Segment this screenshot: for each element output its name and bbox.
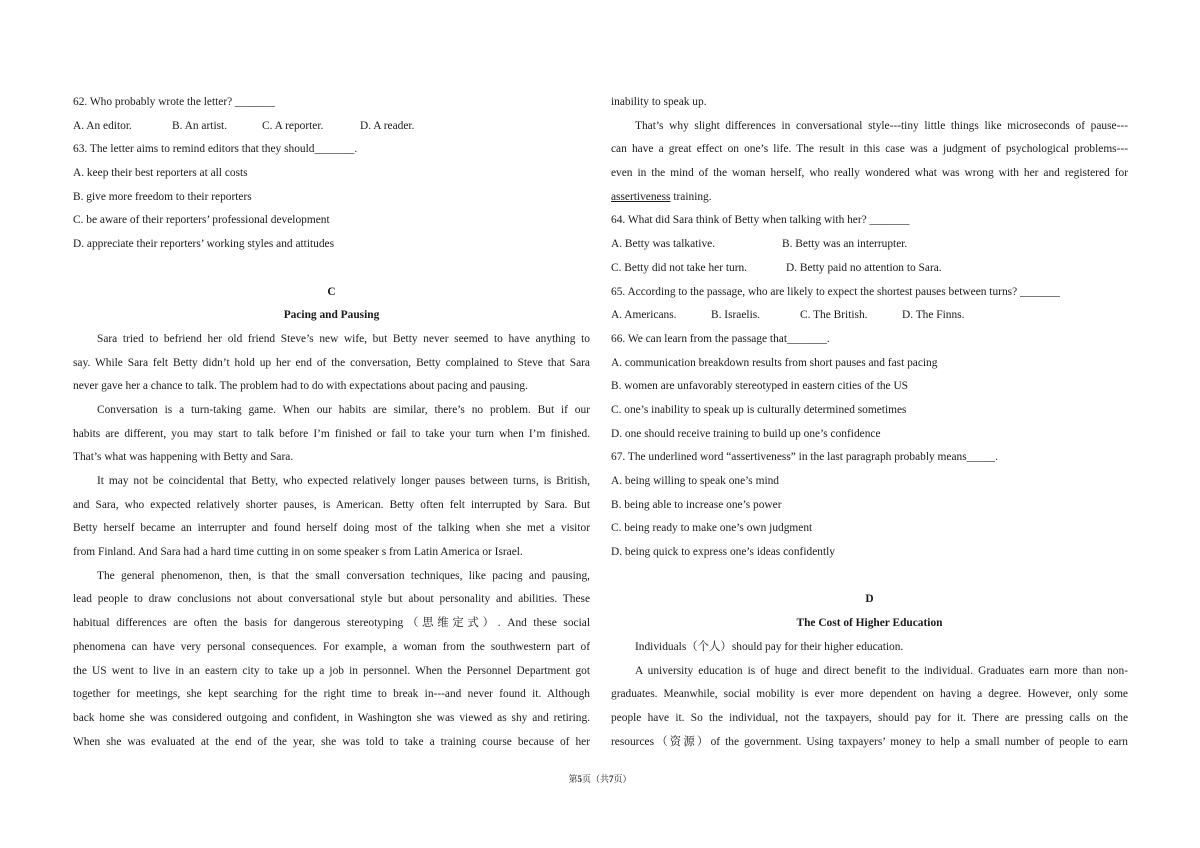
question-66-option-a: A. communication breakdown results from short pauses and fast pacing <box>611 356 938 369</box>
option-c: C. Betty did not take her turn. <box>611 261 748 274</box>
question-63-option-c: C. be aware of their reporters’ professional development <box>73 214 330 227</box>
question-63-option-a: A. keep their best reporters at all costs <box>73 167 248 180</box>
left-column <box>73 91 590 754</box>
question-66-option-c: C. one’s inability to speak up is culturally determined sometimes <box>611 403 907 416</box>
passage-c-line: inability to speak up. <box>611 96 707 108</box>
section-d-letter: D <box>865 593 874 606</box>
passage-d-line: graduates. Meanwhile, social mobility is ever more dependent on having a degree. However, only some <box>611 688 1128 701</box>
passage-d-line: A university education is of huge and direct benefit to the individual. Graduates earn more than non- <box>635 664 1128 677</box>
passage-c-line: and Sara, who expected relatively shorter pauses, is American. Betty often felt interrupted by Sara. But <box>73 498 590 511</box>
footer-suffix: 页） <box>613 774 632 784</box>
passage-c-line: That’s what was happening with Betty and Sara. <box>73 451 294 464</box>
passage-c-line: Betty herself became an interrupter and found herself doing most of the talking when she met a visitor <box>73 522 590 535</box>
passage-c-line: back home she was considered outgoing and confident, in Washington she was viewed as shy and retiring. <box>73 711 590 724</box>
option-d: D. Betty paid no attention to Sara. <box>786 261 942 274</box>
passage-d-line: people have it. So the individual, not the taxpayers, should pay for it. There are pressing calls on the <box>611 711 1128 724</box>
question-63-stem: 63. The letter aims to remind editors that they should_______. <box>73 143 358 156</box>
question-64-options-row1 <box>611 233 1128 257</box>
passage-c-line: habitual differences are often the basis for dangerous stereotyping（思维定式）. And these social <box>73 617 590 630</box>
option-b: B. Betty was an interrupter. <box>782 238 908 251</box>
page-number: 5 <box>577 774 582 784</box>
question-67-option-b: B. being able to increase one’s power <box>611 498 782 511</box>
passage-c-line: never gave her a chance to talk. The problem had to do with expectations about pacing and pausing. <box>73 380 528 393</box>
option-c: C. The British. <box>800 309 868 322</box>
passage-c-line: phenomena can have very personal consequences. For example, a woman from the southwestern part of <box>73 640 590 653</box>
question-67-stem: 67. The underlined word “assertiveness” in the last paragraph probably means_____. <box>611 451 998 464</box>
passage-c-line: When she was evaluated at the end of the year, she was told to take a training course because of her <box>73 735 590 748</box>
passage-c-line: That’s why slight differences in conversational style---tiny little things like microseconds of pause--- <box>635 119 1128 132</box>
passage-c-line: Conversation is a turn-taking game. When our habits are similar, there’s no problem. But if our <box>97 403 590 416</box>
passage-c-line: the US went to live in an eastern city to take up a job in personnel. When the Personnel Department got <box>73 664 590 677</box>
passage-c-line: even in the mind of the woman herself, who really wondered what was wrong with her and registered for <box>611 167 1128 180</box>
option-b: B. An artist. <box>172 119 228 132</box>
question-64-stem: 64. What did Sara think of Betty when talking with her? _______ <box>611 214 910 227</box>
question-67-option-a: A. being willing to speak one’s mind <box>611 475 779 487</box>
passage-c-line: It may not be coincidental that Betty, who expected relatively longer pauses between turns, is British, <box>97 475 590 487</box>
question-66-option-b: B. women are unfavorably stereotyped in eastern cities of the US <box>611 380 909 393</box>
question-64-options-row2 <box>611 257 1128 281</box>
passage-c-line: from Finland. And Sara had a hard time cutting in on some speaker s from Latin America or Israel. <box>73 546 523 559</box>
question-63-option-d: D. appreciate their reporters’ working styles and attitudes <box>73 238 335 251</box>
option-a: A. Americans. <box>611 309 677 322</box>
passage-c-line: lead people to draw conclusions not about conversational style but about personality and abilities. These <box>73 593 590 606</box>
passage-c-line: habits are different, you may start to talk before I’m finished or fail to take your turn when I’m finished. <box>73 427 590 440</box>
question-67-option-d: D. being quick to express one’s ideas confidently <box>611 546 835 559</box>
question-65-stem: 65. According to the passage, who are likely to expect the shortest pauses between turns? _______ <box>611 285 1060 298</box>
question-66-stem: 66. We can learn from the passage that_______. <box>611 332 830 345</box>
option-a: A. Betty was talkative. <box>611 238 716 251</box>
footer-prefix: 第 <box>568 774 578 784</box>
question-65-options <box>611 304 1128 328</box>
footer-middle: 页（共 <box>581 774 609 784</box>
passage-c-line: say. While Sara felt Betty didn’t hold up her end of the conversation, Betty complained to Steve that Sara <box>73 356 590 369</box>
option-d: D. A reader. <box>360 119 415 132</box>
question-66-option-d: D. one should receive training to build up one’s confidence <box>611 427 881 440</box>
option-a: A. An editor. <box>73 119 132 132</box>
section-c-letter: C <box>327 285 336 298</box>
section-d-title: The Cost of Higher Education <box>796 617 943 630</box>
passage-c-line: Sara tried to befriend her old friend Steve’s new wife, but Betty never seemed to have anything to <box>97 332 590 345</box>
passage-c-line: The general phenomenon, then, is that the small conversation techniques, like pacing and pausing, <box>97 569 590 582</box>
question-63-option-b: B. give more freedom to their reporters <box>73 190 252 203</box>
passage-d-line: Individuals（个人）should pay for their higher education. <box>635 640 904 653</box>
option-d: D. The Finns. <box>902 309 965 322</box>
page-total: 7 <box>609 774 614 784</box>
underlined-word: assertiveness <box>611 190 671 203</box>
passage-c-line: can have a great effect on one’s life. The result in this case was a judgment of psychological problems--- <box>611 143 1128 156</box>
passage-c-last-line <box>611 186 1128 210</box>
question-62-stem: 62. Who probably wrote the letter? _______ <box>73 96 275 108</box>
question-67-option-c: C. being ready to make one’s own judgment <box>611 522 813 535</box>
passage-c-line: together for meetings, she kept searching for the right time to break in---and never found it. Although <box>73 688 590 701</box>
passage-c-ending: training. <box>670 190 712 203</box>
passage-d-line: resources（资源）of the government. Using taxpayers’ money to help a small number of people to earn <box>611 735 1128 748</box>
option-c: C. A reporter. <box>262 119 324 132</box>
section-c-title: Pacing and Pausing <box>283 309 380 322</box>
page-footer <box>0 773 1200 785</box>
option-b: B. Israelis. <box>711 309 761 322</box>
right-column <box>611 91 1128 754</box>
question-62-options <box>73 115 590 139</box>
